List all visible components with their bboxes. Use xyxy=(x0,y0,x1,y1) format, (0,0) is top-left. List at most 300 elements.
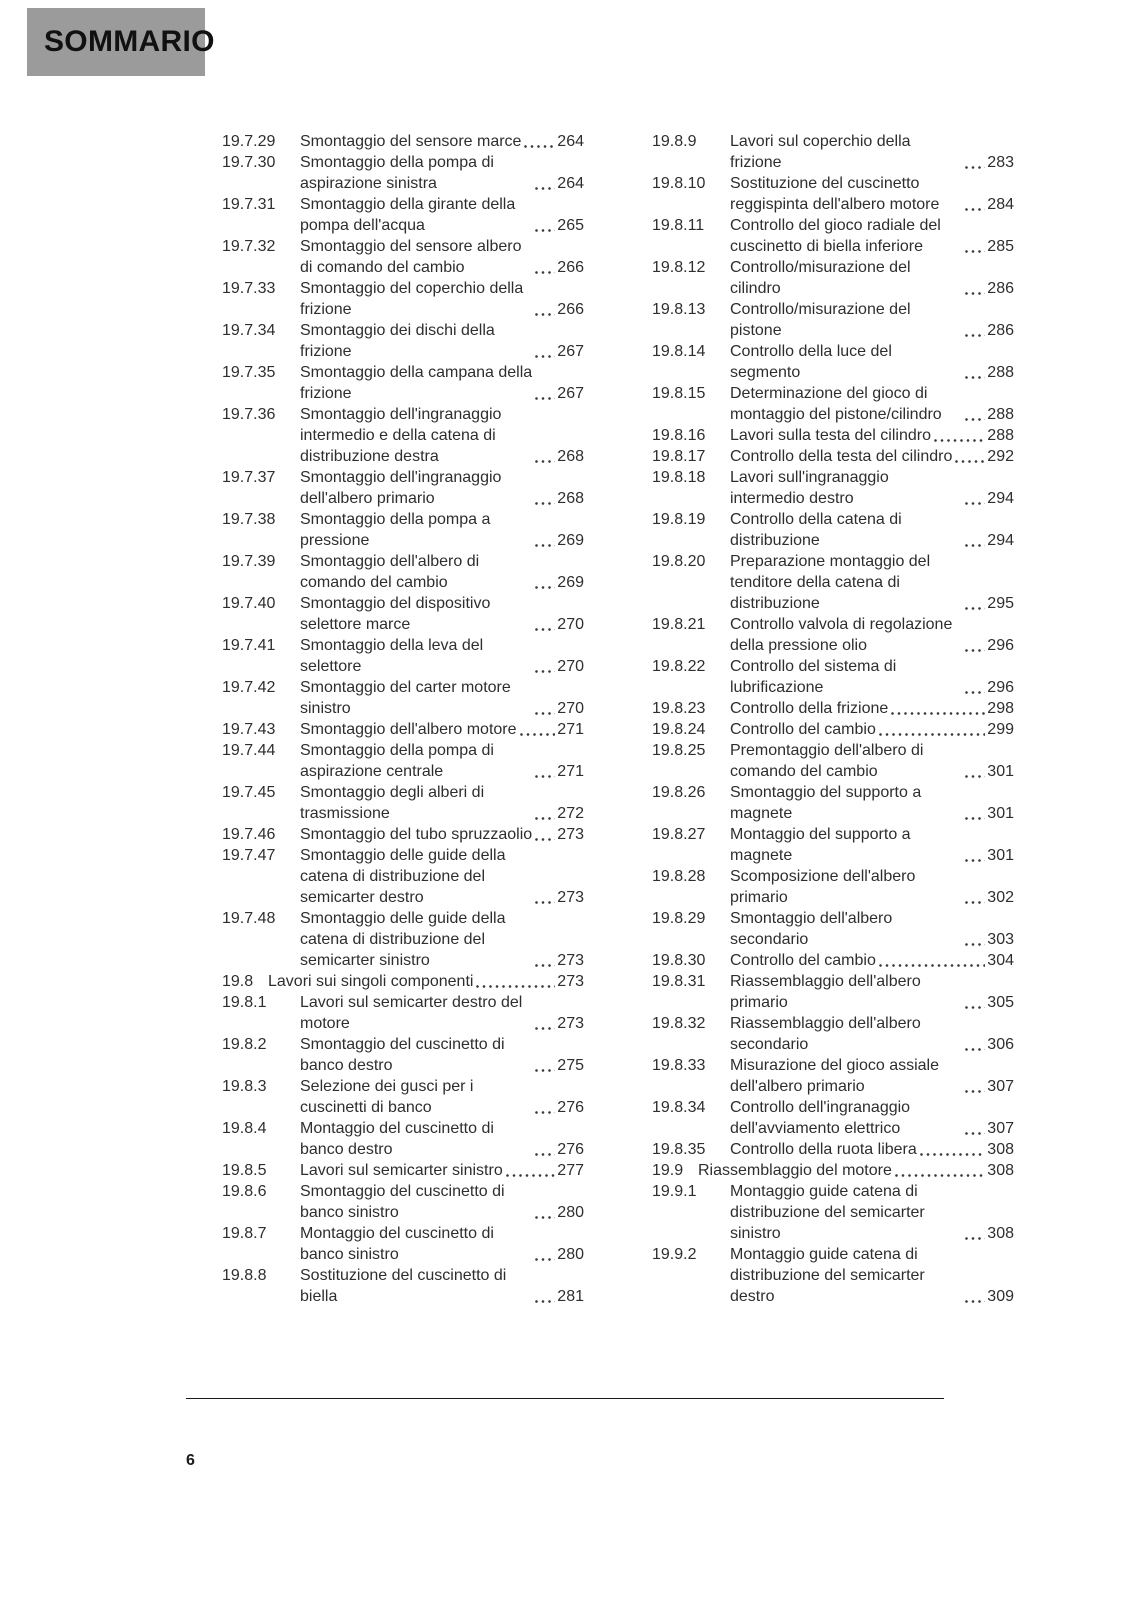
toc-leader-dots xyxy=(535,712,555,715)
toc-entry-page: 280 xyxy=(557,1204,584,1221)
toc-entry-title: Smontaggio del carter motore sinistro xyxy=(300,679,511,717)
toc-entry-page: 308 xyxy=(987,1162,1014,1179)
toc-entry-number: 19.7.32 xyxy=(222,238,276,255)
toc-entry-title: Controllo del sistema di lubrificazione xyxy=(730,658,897,696)
toc-entry-page: 266 xyxy=(557,259,584,276)
toc-entry-number: 19.8.7 xyxy=(222,1225,267,1242)
toc-entry-title: Smontaggio dell'albero motore xyxy=(300,721,517,738)
toc-entry-page: 271 xyxy=(557,763,584,780)
toc-leader-dots xyxy=(965,1006,985,1009)
toc-entry-page: 269 xyxy=(557,574,584,591)
toc-entry-title: Lavori sul semicarter destro del motore xyxy=(300,994,523,1032)
toc-entry-title: Selezione dei gusci per i cuscinetti di banco xyxy=(300,1078,474,1116)
table-of-contents xyxy=(222,131,1015,1307)
toc-entry xyxy=(652,1055,1014,1097)
toc-entry xyxy=(222,1181,584,1223)
toc-entry-number: 19.8.31 xyxy=(652,973,706,990)
toc-entry xyxy=(652,719,1014,740)
toc-entry-page: 307 xyxy=(987,1120,1014,1137)
toc-entry-number: 19.8.9 xyxy=(652,133,697,150)
toc-leader-dots xyxy=(535,1027,555,1030)
toc-entry xyxy=(652,446,1014,467)
toc-entry-title: Smontaggio del dispositivo selettore marce xyxy=(300,595,491,633)
toc-leader-dots xyxy=(965,817,985,820)
toc-entry-number: 19.7.30 xyxy=(222,154,276,171)
toc-entry xyxy=(652,551,1014,614)
toc-entry-number: 19.9 xyxy=(652,1162,684,1179)
toc-entry xyxy=(222,782,584,824)
toc-entry-title: Smontaggio del coperchio della frizione xyxy=(300,280,524,318)
toc-entry-number: 19.8.24 xyxy=(652,721,706,738)
toc-leader-dots xyxy=(965,1237,985,1240)
toc-entry xyxy=(652,299,1014,341)
toc-entry-page: 270 xyxy=(557,658,584,675)
toc-leader-dots xyxy=(535,1216,555,1219)
toc-entry-page: 264 xyxy=(557,175,584,192)
toc-entry-title: Controllo valvola di regolazione della pressione olio xyxy=(730,616,953,654)
toc-entry xyxy=(222,1265,584,1307)
toc-entry-number: 19.7.44 xyxy=(222,742,276,759)
toc-entry-number: 19.7.41 xyxy=(222,637,276,654)
toc-entry-number: 19.7.40 xyxy=(222,595,276,612)
toc-leader-dots xyxy=(506,1174,556,1177)
toc-entry-number: 19.9.1 xyxy=(652,1183,697,1200)
toc-entry xyxy=(222,320,584,362)
toc-entry xyxy=(222,1076,584,1118)
toc-entry-number: 19.8.26 xyxy=(652,784,706,801)
toc-entry-title: Premontaggio dell'albero di comando del cambio xyxy=(730,742,924,780)
toc-entry-title: Smontaggio dell'albero secondario xyxy=(730,910,893,948)
toc-entry xyxy=(652,971,1014,1013)
toc-entry-number: 19.8.25 xyxy=(652,742,706,759)
toc-entry-number: 19.7.46 xyxy=(222,826,276,843)
toc-entry xyxy=(652,425,1014,446)
toc-leader-dots xyxy=(965,208,985,211)
toc-entry xyxy=(222,467,584,509)
toc-entry xyxy=(652,1181,1014,1244)
toc-entry xyxy=(652,950,1014,971)
toc-entry-number: 19.8.34 xyxy=(652,1099,706,1116)
toc-entry-number: 19.8.8 xyxy=(222,1267,267,1284)
toc-entry-page: 267 xyxy=(557,385,584,402)
toc-entry-page: 281 xyxy=(557,1288,584,1305)
toc-entry-title: Riassemblaggio dell'albero primario xyxy=(730,973,921,1011)
toc-entry-title: Lavori sull'ingranaggio intermedio destro xyxy=(730,469,889,507)
toc-entry-title: Misurazione del gioco assiale dell'albero primario xyxy=(730,1057,939,1095)
toc-leader-dots xyxy=(965,649,985,652)
toc-entry-page: 273 xyxy=(557,973,584,990)
toc-entry-page: 288 xyxy=(987,427,1014,444)
toc-entry-title: Smontaggio della pompa di aspirazione sinistra xyxy=(300,154,494,192)
toc-leader-dots xyxy=(965,859,985,862)
toc-entry xyxy=(652,1097,1014,1139)
toc-entry xyxy=(652,1244,1014,1307)
toc-entry-number: 19.8.10 xyxy=(652,175,706,192)
toc-entry-title: Sostituzione del cuscinetto reggispinta dell'albero motore xyxy=(730,175,940,213)
toc-entry xyxy=(222,845,584,908)
toc-entry-page: 308 xyxy=(987,1141,1014,1158)
toc-entry xyxy=(652,173,1014,215)
toc-entry xyxy=(652,467,1014,509)
toc-entry-number: 19.8.16 xyxy=(652,427,706,444)
toc-leader-dots xyxy=(965,334,985,337)
toc-entry xyxy=(222,1223,584,1265)
toc-leader-dots xyxy=(535,271,555,274)
toc-leader-dots xyxy=(535,313,555,316)
toc-entry-page: 267 xyxy=(557,343,584,360)
toc-entry xyxy=(222,194,584,236)
toc-entry-page: 294 xyxy=(987,490,1014,507)
toc-entry-number: 19.7.35 xyxy=(222,364,276,381)
toc-entry-title: Controllo della frizione xyxy=(730,700,889,717)
toc-entry xyxy=(652,341,1014,383)
toc-entry-number: 19.7.43 xyxy=(222,721,276,738)
toc-entry-number: 19.7.38 xyxy=(222,511,276,528)
toc-leader-dots xyxy=(934,439,985,442)
toc-entry xyxy=(652,257,1014,299)
toc-entry-page: 270 xyxy=(557,616,584,633)
toc-entry-page: 276 xyxy=(557,1141,584,1158)
toc-entry-title: Preparazione montaggio del tenditore della catena di distribuzione xyxy=(730,553,931,612)
toc-entry-number: 19.7.39 xyxy=(222,553,276,570)
toc-entry-page: 308 xyxy=(987,1225,1014,1242)
toc-leader-dots xyxy=(965,418,985,421)
toc-entry-title: Montaggio del supporto a magnete xyxy=(730,826,911,864)
toc-entry-number: 19.8.1 xyxy=(222,994,267,1011)
toc-entry-title: Controllo/misurazione del pistone xyxy=(730,301,911,339)
toc-entry-title: Smontaggio del cuscinetto di banco destro xyxy=(300,1036,505,1074)
toc-entry-page: 264 xyxy=(557,133,584,150)
toc-entry-page: 302 xyxy=(987,889,1014,906)
toc-entry-title: Smontaggio del tubo spruzzaolio xyxy=(300,826,533,843)
footer-divider xyxy=(186,1398,944,1399)
toc-entry-title: Smontaggio del sensore marce xyxy=(300,133,522,150)
toc-entry-number: 19.8.22 xyxy=(652,658,706,675)
toc-entry xyxy=(652,782,1014,824)
toc-entry xyxy=(222,236,584,278)
toc-entry xyxy=(222,1034,584,1076)
toc-leader-dots xyxy=(535,901,555,904)
toc-entry-page: 298 xyxy=(987,700,1014,717)
toc-leader-dots xyxy=(965,1048,985,1051)
toc-entry-number: 19.8.23 xyxy=(652,700,706,717)
toc-entry-page: 272 xyxy=(557,805,584,822)
toc-entry-number: 19.8.20 xyxy=(652,553,706,570)
toc-entry-page: 273 xyxy=(557,1015,584,1032)
toc-entry xyxy=(222,131,584,152)
toc-entry xyxy=(652,824,1014,866)
toc-leader-dots xyxy=(535,838,555,841)
toc-leader-dots xyxy=(965,1132,985,1135)
toc-entry xyxy=(652,1139,1014,1160)
toc-entry-page: 306 xyxy=(987,1036,1014,1053)
toc-entry xyxy=(222,719,584,740)
toc-entry-page: 301 xyxy=(987,805,1014,822)
toc-entry xyxy=(222,1118,584,1160)
toc-entry-page: 268 xyxy=(557,448,584,465)
toc-leader-dots xyxy=(535,544,555,547)
toc-entry xyxy=(652,1013,1014,1055)
toc-entry xyxy=(652,383,1014,425)
toc-leader-dots xyxy=(965,292,985,295)
toc-entry-number: 19.8.12 xyxy=(652,259,706,276)
toc-entry-page: 307 xyxy=(987,1078,1014,1095)
toc-entry-number: 19.8.17 xyxy=(652,448,706,465)
toc-leader-dots xyxy=(955,460,985,463)
toc-entry xyxy=(652,698,1014,719)
toc-entry xyxy=(652,614,1014,656)
toc-entry xyxy=(222,971,584,992)
toc-entry-page: 265 xyxy=(557,217,584,234)
toc-entry xyxy=(222,362,584,404)
toc-leader-dots xyxy=(535,355,555,358)
page-title: SOMMARIO xyxy=(44,25,215,58)
toc-entry-number: 19.8.21 xyxy=(652,616,706,633)
toc-leader-dots xyxy=(535,670,555,673)
toc-leader-dots xyxy=(965,1090,985,1093)
toc-leader-dots xyxy=(535,1111,555,1114)
toc-entry-title: Controllo della ruota libera xyxy=(730,1141,917,1158)
toc-entry-page: 273 xyxy=(557,952,584,969)
toc-leader-dots xyxy=(965,775,985,778)
toc-leader-dots xyxy=(535,460,555,463)
toc-leader-dots xyxy=(535,187,555,190)
toc-entry-title: Riassemblaggio del motore xyxy=(698,1162,892,1179)
toc-entry-title: Smontaggio degli alberi di trasmissione xyxy=(300,784,485,822)
toc-entry-page: 288 xyxy=(987,364,1014,381)
toc-entry xyxy=(652,866,1014,908)
toc-entry-title: Scomposizione dell'albero primario xyxy=(730,868,916,906)
toc-entry-number: 19.7.45 xyxy=(222,784,276,801)
toc-leader-dots xyxy=(524,145,555,148)
toc-leader-dots xyxy=(879,964,985,967)
toc-leader-dots xyxy=(535,964,555,967)
toc-leader-dots xyxy=(535,1069,555,1072)
toc-entry-title: Smontaggio del cuscinetto di banco sinistro xyxy=(300,1183,505,1221)
toc-entry-title: Smontaggio della campana della frizione xyxy=(300,364,533,402)
toc-entry-title: Lavori sui singoli componenti xyxy=(268,973,474,990)
toc-entry-page: 269 xyxy=(557,532,584,549)
toc-entry-title: Controllo della testa del cilindro xyxy=(730,448,953,465)
toc-entry-number: 19.8.6 xyxy=(222,1183,267,1200)
toc-entry-number: 19.7.47 xyxy=(222,847,276,864)
toc-entry-number: 19.7.42 xyxy=(222,679,276,696)
toc-entry-title: Smontaggio della girante della pompa dell'acqua xyxy=(300,196,516,234)
toc-entry xyxy=(222,278,584,320)
toc-entry-number: 19.8.28 xyxy=(652,868,706,885)
toc-entry-title: Controllo/misurazione del cilindro xyxy=(730,259,911,297)
toc-entry xyxy=(222,740,584,782)
toc-entry-number: 19.7.29 xyxy=(222,133,276,150)
toc-entry-page: 303 xyxy=(987,931,1014,948)
toc-entry-title: Controllo dell'ingranaggio dell'avviamento elettrico xyxy=(730,1099,911,1137)
toc-entry-number: 19.7.34 xyxy=(222,322,276,339)
toc-entry-title: Determinazione del gioco di montaggio del pistone/cilindro xyxy=(730,385,942,423)
toc-entry-number: 19.8.29 xyxy=(652,910,706,927)
toc-leader-dots xyxy=(965,901,985,904)
toc-entry-title: Smontaggio del supporto a magnete xyxy=(730,784,922,822)
toc-entry-title: Controllo del cambio xyxy=(730,952,876,969)
toc-entry-number: 19.7.33 xyxy=(222,280,276,297)
toc-entry-number: 19.8.15 xyxy=(652,385,706,402)
toc-column-right xyxy=(652,131,1014,1307)
toc-entry-number: 19.8.14 xyxy=(652,343,706,360)
toc-entry xyxy=(222,677,584,719)
toc-leader-dots xyxy=(535,1153,555,1156)
toc-entry-number: 19.8.5 xyxy=(222,1162,267,1179)
toc-leader-dots xyxy=(535,502,555,505)
toc-entry-page: 296 xyxy=(987,637,1014,654)
toc-entry xyxy=(652,215,1014,257)
toc-entry xyxy=(222,404,584,467)
toc-leader-dots xyxy=(535,628,555,631)
toc-entry-page: 295 xyxy=(987,595,1014,612)
toc-entry-title: Controllo del cambio xyxy=(730,721,876,738)
toc-entry xyxy=(652,509,1014,551)
toc-entry-title: Lavori sulla testa del cilindro xyxy=(730,427,931,444)
toc-entry xyxy=(222,593,584,635)
toc-leader-dots xyxy=(920,1153,986,1156)
toc-entry-title: Lavori sul coperchio della frizione xyxy=(730,133,911,171)
toc-entry-title: Smontaggio delle guide della catena di distribuzione del semicarter sinistro xyxy=(300,910,506,969)
toc-entry-page: 268 xyxy=(557,490,584,507)
toc-entry xyxy=(222,992,584,1034)
toc-entry-number: 19.8.33 xyxy=(652,1057,706,1074)
toc-entry-number: 19.8.13 xyxy=(652,301,706,318)
toc-leader-dots xyxy=(535,1258,555,1261)
toc-entry xyxy=(222,509,584,551)
toc-leader-dots xyxy=(535,586,555,589)
toc-entry-page: 285 xyxy=(987,238,1014,255)
toc-entry-number: 19.8.3 xyxy=(222,1078,267,1095)
toc-entry-number: 19.8.11 xyxy=(652,217,705,234)
toc-entry-title: Smontaggio della pompa a pressione xyxy=(300,511,491,549)
toc-entry-number: 19.8.35 xyxy=(652,1141,706,1158)
toc-entry-title: Sostituzione del cuscinetto di biella xyxy=(300,1267,507,1305)
toc-entry-page: 294 xyxy=(987,532,1014,549)
toc-entry-title: Controllo del gioco radiale del cuscinetto di biella inferiore xyxy=(730,217,941,255)
toc-entry-title: Smontaggio del sensore albero di comando del cambio xyxy=(300,238,522,276)
toc-leader-dots xyxy=(965,544,985,547)
toc-entry-number: 19.8.32 xyxy=(652,1015,706,1032)
toc-entry-title: Smontaggio dell'ingranaggio intermedio e della catena di distribuzione destra xyxy=(300,406,502,465)
toc-leader-dots xyxy=(535,775,555,778)
toc-entry-page: 275 xyxy=(557,1057,584,1074)
toc-entry xyxy=(652,740,1014,782)
toc-entry-number: 19.8.27 xyxy=(652,826,706,843)
toc-leader-dots xyxy=(535,817,555,820)
toc-entry-page: 283 xyxy=(987,154,1014,171)
toc-leader-dots xyxy=(965,250,985,253)
toc-leader-dots xyxy=(965,691,985,694)
toc-entry-page: 301 xyxy=(987,763,1014,780)
toc-entry xyxy=(652,908,1014,950)
toc-entry xyxy=(222,635,584,677)
toc-entry xyxy=(222,152,584,194)
toc-leader-dots xyxy=(535,1300,555,1303)
toc-entry-title: Smontaggio della pompa di aspirazione centrale xyxy=(300,742,494,780)
toc-entry-title: Montaggio guide catena di distribuzione del semicarter sinistro xyxy=(730,1183,925,1242)
toc-leader-dots xyxy=(965,376,985,379)
toc-leader-dots xyxy=(965,166,985,169)
toc-entry xyxy=(222,824,584,845)
toc-entry-page: 270 xyxy=(557,700,584,717)
toc-entry-page: 271 xyxy=(557,721,584,738)
toc-entry-title: Controllo della luce del segmento xyxy=(730,343,892,381)
toc-entry-title: Montaggio del cuscinetto di banco sinistro xyxy=(300,1225,494,1263)
toc-entry-title: Smontaggio delle guide della catena di distribuzione del semicarter destro xyxy=(300,847,506,906)
toc-entry-page: 286 xyxy=(987,280,1014,297)
toc-leader-dots xyxy=(476,985,555,988)
toc-entry-page: 299 xyxy=(987,721,1014,738)
toc-entry-number: 19.7.48 xyxy=(222,910,276,927)
toc-entry-number: 19.8.4 xyxy=(222,1120,267,1137)
toc-entry-page: 296 xyxy=(987,679,1014,696)
toc-leader-dots xyxy=(895,1174,985,1177)
toc-entry xyxy=(222,551,584,593)
toc-entry-page: 288 xyxy=(987,406,1014,423)
toc-entry-number: 19.7.36 xyxy=(222,406,276,423)
toc-leader-dots xyxy=(520,733,556,736)
toc-entry-number: 19.8.19 xyxy=(652,511,706,528)
toc-entry xyxy=(652,656,1014,698)
toc-entry-page: 304 xyxy=(987,952,1014,969)
toc-entry-page: 301 xyxy=(987,847,1014,864)
toc-entry-number: 19.8.2 xyxy=(222,1036,267,1053)
toc-entry-page: 309 xyxy=(987,1288,1014,1305)
page-header xyxy=(27,8,215,76)
toc-entry-page: 286 xyxy=(987,322,1014,339)
toc-entry-number: 19.7.37 xyxy=(222,469,276,486)
toc-entry xyxy=(222,908,584,971)
toc-entry-page: 273 xyxy=(557,889,584,906)
toc-entry-title: Smontaggio dell'albero di comando del cambio xyxy=(300,553,480,591)
toc-entry-title: Riassemblaggio dell'albero secondario xyxy=(730,1015,921,1053)
toc-entry-number: 19.8.18 xyxy=(652,469,706,486)
toc-entry xyxy=(222,1160,584,1181)
page-number: 6 xyxy=(186,1452,195,1469)
toc-entry-number: 19.8 xyxy=(222,973,254,990)
toc-entry xyxy=(652,1160,1014,1181)
toc-entry-page: 280 xyxy=(557,1246,584,1263)
toc-entry-page: 276 xyxy=(557,1099,584,1116)
toc-leader-dots xyxy=(965,607,985,610)
toc-leader-dots xyxy=(965,943,985,946)
toc-entry-title: Montaggio guide catena di distribuzione del semicarter destro xyxy=(730,1246,925,1305)
toc-entry-title: Controllo della catena di distribuzione xyxy=(730,511,902,549)
toc-leader-dots xyxy=(535,397,555,400)
toc-entry-page: 273 xyxy=(557,826,584,843)
toc-column-left xyxy=(222,131,584,1307)
toc-entry-title: Smontaggio dei dischi della frizione xyxy=(300,322,495,360)
toc-leader-dots xyxy=(879,733,985,736)
toc-entry-number: 19.7.31 xyxy=(222,196,276,213)
toc-entry-title: Smontaggio della leva del selettore xyxy=(300,637,484,675)
toc-leader-dots xyxy=(535,229,555,232)
toc-leader-dots xyxy=(965,502,985,505)
toc-entry xyxy=(652,131,1014,173)
toc-entry-title: Lavori sul semicarter sinistro xyxy=(300,1162,503,1179)
toc-entry-title: Smontaggio dell'ingranaggio dell'albero primario xyxy=(300,469,502,507)
toc-entry-page: 284 xyxy=(987,196,1014,213)
toc-entry-page: 305 xyxy=(987,994,1014,1011)
toc-entry-number: 19.9.2 xyxy=(652,1246,697,1263)
toc-entry-page: 292 xyxy=(987,448,1014,465)
toc-entry-title: Montaggio del cuscinetto di banco destro xyxy=(300,1120,494,1158)
toc-entry-page: 277 xyxy=(557,1162,584,1179)
toc-leader-dots xyxy=(891,712,985,715)
toc-leader-dots xyxy=(965,1300,985,1303)
